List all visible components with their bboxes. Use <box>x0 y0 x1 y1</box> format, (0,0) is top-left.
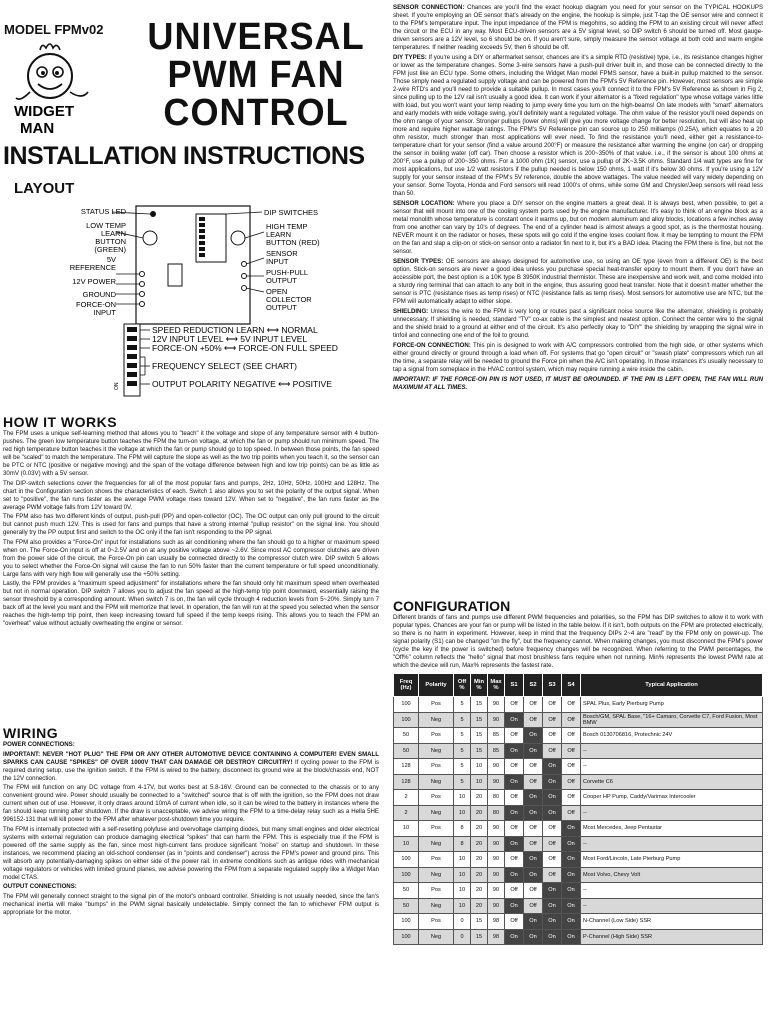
table-cell: Off <box>562 697 581 713</box>
title-line-2: PWM FAN <box>167 54 345 96</box>
on-label: ON <box>114 382 120 390</box>
label-force-on: FORCE-ON <box>76 300 116 309</box>
table-cell: On <box>562 898 581 914</box>
table-cell: P-Channel (High Side) SSR <box>581 929 763 945</box>
table-cell: On <box>505 805 524 821</box>
board-layout-diagram <box>0 200 384 412</box>
label-collector: COLLECTOR <box>266 295 312 304</box>
table-cell: 80 <box>488 805 505 821</box>
table-row <box>394 728 763 744</box>
switch-label-input-level: 12V INPUT LEVEL ⟷ 5V INPUT LEVEL <box>152 334 308 344</box>
important-warning: NEVER "HOT PLUG" THE FPM OR ANY OTHER AUTOMOTIVE DEVICE CONTAINING A COMPUTER! EVEN SMALL SPARKS CAN CAUSE "SPIKES" OF OVER 1000V THAT CAN DAMAGE OR DESTROY CIRCUITRY! <box>3 750 380 766</box>
label-learn: LEARN <box>100 229 126 238</box>
table-row <box>394 712 763 728</box>
wiring-para-1: The FPM will function on any DC voltage from 4-17V, but works best at 5.8-16V. Ground can be connected to the chassis or to any convenient ground wire. Power should usually be connected to a "switched" source that is off with the ignition, so the FPM does not draw current when out of use. However, it only draws around 10mA of current when idle, so it can be wired to the battery in instances where the fan should keep running after shutdown. If the draw is unacceptable, we advise wiring the FPM to a time-delay relay such as a Hella 5HE 996152-131 that will kill power to the FPM after whatever post-shutdown time you require. <box>3 784 379 823</box>
switch-label-speed: SPEED REDUCTION LEARN ⟷ NORMAL <box>152 325 318 335</box>
table-cell: 20 <box>471 805 488 821</box>
table-cell: Neg <box>419 774 454 790</box>
table-cell: 20 <box>471 836 488 852</box>
table-row <box>394 836 763 852</box>
col-off: Off % <box>454 674 471 697</box>
table-cell: Off <box>562 712 581 728</box>
label-sensor-input: INPUT <box>266 257 289 266</box>
table-cell: Neg <box>419 743 454 759</box>
col-s3: S3 <box>543 674 562 697</box>
table-cell: Neg <box>419 712 454 728</box>
table-cell: On <box>505 836 524 852</box>
table-cell: 15 <box>471 712 488 728</box>
table-cell: On <box>562 929 581 945</box>
table-cell: Off <box>524 697 543 713</box>
table-header-row <box>394 674 763 697</box>
table-cell: Off <box>562 728 581 744</box>
table-cell: Off <box>505 697 524 713</box>
table-row <box>394 805 763 821</box>
table-cell: 90 <box>488 774 505 790</box>
installation-heading: INSTALLATION INSTRUCTIONS <box>3 142 365 170</box>
table-cell: On <box>543 759 562 775</box>
table-cell: 15 <box>471 728 488 744</box>
how-para-3: The FPM also has two different kinds of output, push-pull (PP) and open-collector (OC). The OC output can only pull ground to the circuit but cannot push much 12V. This is used for fans and pumps that have a strong internal "pullup resistor" on the signal line. You should generally try the PP output first and switch to the OC only if the fan isn't responding to the PP signal. <box>3 513 379 536</box>
table-cell: Off <box>505 852 524 868</box>
table-cell: 128 <box>394 759 419 775</box>
wiring-para-2: The FPM is internally protected with a self-resetting polyfuse and overvoltage clamping diodes, but many small engines and older electrical systems with external regulation can produce damaging electrical "spikes" that can harm the FPM. This is especially true if the FPM is powered off the same supply as the fan, since most high-current fans produce significant "noise" on startup and shutdown. In these instances, we recommend placing an old-school condenser (as in "points and condenser") across the FPM's power and ground pins. This will absorb any potentially-damaging spikes on either side of the power rail. In extreme conditions such as antique rides with mechanical voltage regulators or vehicles with limited ground planes, we advise powering the FPM from a separate regulated supply like a Widget Man model CTAS. <box>3 825 379 881</box>
table-cell: On <box>562 852 581 868</box>
table-cell: Off <box>543 821 562 837</box>
sensor-location-label: SENSOR LOCATION: <box>393 200 455 207</box>
table-cell: 2 <box>394 805 419 821</box>
col-s4: S4 <box>562 674 581 697</box>
table-cell: 85 <box>488 728 505 744</box>
table-cell: 20 <box>471 852 488 868</box>
label-button-red: BUTTON (RED) <box>266 238 320 247</box>
table-cell: 85 <box>488 743 505 759</box>
how-para-1: The FPM uses a unique self-learning method that allows you to "teach" it the voltage and slope of any temperature sensor with 4 button-pushes. The green low temperature button teaches the FPM the turn-on voltage, at which the fan or pump should run minimum speed. The red high temperature button teaches it the voltage at which the fan or pump should go to top speed. In between those points, the fan speed will be "scaled" to match the temperature. The FPM will capture the slope as well as the two trip points when you teach it, so the sensor can be PTC or NTC (positive or negative moving) and the span of the voltage difference between high and low trip points) can be as little as 30mV (0.03V) with a 5V sensor. <box>3 430 379 477</box>
table-cell: Off <box>543 743 562 759</box>
table-cell: -- <box>581 743 763 759</box>
table-cell: On <box>543 774 562 790</box>
table-cell: 100 <box>394 852 419 868</box>
table-cell: 100 <box>394 914 419 930</box>
table-cell: Pos <box>419 759 454 775</box>
wiring-section <box>3 725 379 918</box>
table-cell: On <box>524 929 543 945</box>
table-cell: 100 <box>394 712 419 728</box>
label-high-temp: HIGH TEMP <box>266 222 308 231</box>
table-cell: Neg <box>419 929 454 945</box>
table-cell: -- <box>581 759 763 775</box>
chip <box>168 264 182 286</box>
table-cell: Off <box>562 774 581 790</box>
table-cell: Most Ford/Lincoln, Late Pierburg Pump <box>581 852 763 868</box>
important-tail: If cycling power to the FPM is required during setup, use the ignition switch. If the FPM is wired to the battery, disconnect its ground wire at the block/chassis end, NOT the 12V connection. <box>3 758 379 782</box>
configuration-section <box>393 598 763 945</box>
table-cell: On <box>524 914 543 930</box>
table-cell: 90 <box>488 712 505 728</box>
how-it-works-text <box>3 430 379 628</box>
table-cell: 8 <box>454 836 471 852</box>
table-cell: On <box>562 867 581 883</box>
table-cell: On <box>505 929 524 945</box>
force-on-text: This pin is designed to work with A/C compressors controlled from the high side, or other systems which either ground directly or ground through a load when off. For systems that go "open circuit" or "swash plate" compressors which run all the time, a separate relay will be needed to ground the Force pin when the A/C isn't operating. In those instances it's usually necessary to tap a signal from someplace in the HVAC control system, which may require running a wire inside the cabin. <box>393 342 763 373</box>
table-cell: 5 <box>454 774 471 790</box>
shielding-label: SHIELDING: <box>393 308 429 315</box>
table-cell: Off <box>543 852 562 868</box>
output-connections-label: OUTPUT CONNECTIONS: <box>3 883 77 890</box>
table-row <box>394 759 763 775</box>
low-temp-button <box>143 231 157 245</box>
label-status-led: STATUS LED <box>80 207 126 216</box>
label-open: OPEN <box>266 287 288 296</box>
table-cell: Off <box>524 821 543 837</box>
table-cell: Off <box>562 759 581 775</box>
table-cell: Off <box>524 898 543 914</box>
table-cell: Neg <box>419 898 454 914</box>
switch-label-force-on: FORCE-ON +50% ⟷ FORCE-ON FULL SPEED <box>152 343 338 353</box>
table-cell: 50 <box>394 883 419 899</box>
table-cell: On <box>524 728 543 744</box>
table-cell: On <box>524 805 543 821</box>
table-cell: Off <box>543 836 562 852</box>
table-cell: On <box>543 805 562 821</box>
table-cell: 10 <box>471 759 488 775</box>
layout-heading: LAYOUT <box>14 180 75 197</box>
table-cell: Off <box>505 790 524 806</box>
table-cell: 0 <box>454 929 471 945</box>
table-cell: 90 <box>488 867 505 883</box>
table-cell: Pos <box>419 883 454 899</box>
table-row <box>394 898 763 914</box>
label-reference: REFERENCE <box>69 263 116 272</box>
table-cell: 5 <box>454 697 471 713</box>
table-cell: 15 <box>471 743 488 759</box>
label-12v-power: 12V POWER <box>72 277 116 286</box>
label-push-pull: PUSH-PULL <box>266 268 309 277</box>
how-para-2: The DIP-switch selections cover the frequencies for all of the most popular fans and pumps, 2Hz, 10Hz, 50Hz, 100Hz and 128Hz. The chart in the Configuration section shows the characteristics of each. Switch 1 also allows you to set the polarity of the output signal. When set to "positive", the fan runs faster as the average PWM voltage rises toward 12V. When set to "negative", the fan runs faster as the average PWM voltage falls from 12V toward 0V. <box>3 479 379 511</box>
label-output-2: OUTPUT <box>266 303 297 312</box>
table-cell: Off <box>543 728 562 744</box>
table-cell: 90 <box>488 836 505 852</box>
table-row <box>394 774 763 790</box>
how-it-works-section <box>3 414 379 630</box>
table-cell: 50 <box>394 728 419 744</box>
table-body <box>394 697 763 945</box>
table-row <box>394 867 763 883</box>
table-cell: 15 <box>471 914 488 930</box>
table-cell: Off <box>524 712 543 728</box>
table-cell: On <box>543 790 562 806</box>
table-cell: 90 <box>488 821 505 837</box>
table-cell: On <box>562 883 581 899</box>
table-cell: 0 <box>454 914 471 930</box>
switch-label-frequency: FREQUENCY SELECT (SEE CHART) <box>152 361 298 371</box>
table-cell: On <box>543 898 562 914</box>
table-cell: 90 <box>488 883 505 899</box>
diy-types-label: DIY TYPES: <box>393 54 427 61</box>
table-cell: 20 <box>471 821 488 837</box>
table-cell: Neg <box>419 836 454 852</box>
table-cell: -- <box>581 836 763 852</box>
switch-label-polarity: OUTPUT POLARITY NEGATIVE ⟷ POSITIVE <box>152 379 332 389</box>
how-para-5: Lastly, the FPM provides a "maximum speed adjustment" for installations where the fan should only hit maximum speed when overheated but not in normal operation. DIP switch 7 allows you to adjust the fan speed at the high-temp trip point downward, essentially raising the sensor threshold by a corresponding amount. When switch 7 is on, the fan will cycle through 4 reduction levels from 5~20%. Simply turn 7 back off at the level you want and the FPM will memorize that level. In operation, the fan will run at the speed you selected when the sensor reaches the high-temp trip point, then keep increasing toward full speed if the temp keeps rising. This allows you to teach the FPM an "overheat" value without actually overheating the engine or sensor. <box>3 580 379 627</box>
table-cell: Off <box>562 790 581 806</box>
label-input: INPUT <box>93 308 116 317</box>
table-cell: Off <box>505 821 524 837</box>
table-cell: 10 <box>394 836 419 852</box>
label-output: OUTPUT <box>266 276 297 285</box>
table-row <box>394 743 763 759</box>
table-cell: Pos <box>419 790 454 806</box>
table-cell: 15 <box>471 697 488 713</box>
table-row <box>394 914 763 930</box>
sensor-connection-label: SENSOR CONNECTION: <box>393 4 465 11</box>
table-cell: 5 <box>454 759 471 775</box>
table-cell: On <box>543 929 562 945</box>
table-cell: Pos <box>419 697 454 713</box>
sensor-types-label: SENSOR TYPES: <box>393 258 444 265</box>
table-cell: 98 <box>488 914 505 930</box>
title-line-3: CONTROL <box>163 92 349 134</box>
table-cell: On <box>524 867 543 883</box>
table-cell: 100 <box>394 867 419 883</box>
table-cell: -- <box>581 805 763 821</box>
table-cell: 5 <box>454 728 471 744</box>
table-cell: Off <box>505 728 524 744</box>
table-cell: -- <box>581 898 763 914</box>
table-cell: 20 <box>471 883 488 899</box>
table-cell: 20 <box>471 790 488 806</box>
col-s2: S2 <box>524 674 543 697</box>
table-cell: Off <box>562 805 581 821</box>
table-cell: On <box>524 790 543 806</box>
table-cell: Off <box>543 712 562 728</box>
table-cell: On <box>524 852 543 868</box>
table-cell: Off <box>524 836 543 852</box>
table-cell: 10 <box>394 821 419 837</box>
label-button: BUTTON <box>95 237 126 246</box>
table-row <box>394 929 763 945</box>
table-cell: Off <box>524 759 543 775</box>
label-green: (GREEN) <box>94 245 126 254</box>
table-row <box>394 852 763 868</box>
table-cell: Pos <box>419 821 454 837</box>
label-dip-switches: DIP SWITCHES <box>264 208 319 217</box>
table-cell: Cooper HP Pump, Caddy/Varimax Intercooler <box>581 790 763 806</box>
col-s1: S1 <box>505 674 524 697</box>
table-cell: 100 <box>394 697 419 713</box>
table-cell: 10 <box>454 852 471 868</box>
table-cell: Off <box>505 914 524 930</box>
table-cell: 100 <box>394 929 419 945</box>
table-cell: SPAL Plus, Early Pierburg Pump <box>581 697 763 713</box>
widget-man-logo <box>10 42 120 137</box>
table-cell: 10 <box>471 774 488 790</box>
table-cell: 50 <box>394 898 419 914</box>
table-row <box>394 883 763 899</box>
table-cell: 8 <box>454 821 471 837</box>
sensor-connection-text: Chances are you'll find the exact hookup diagram you need for your sensor on the TYPICAL HOOKUPS sheet. If you're employing an OE sensor that's already on the engine, the hookup is simple, just T-tap the OE sensor wire and connect it to the FPM's temperature input. The input impedance of the FPM is megohms, so adding the FPM to an existing circuit will never affect the circuit or the ECU in any way. Most ECU-driven sensors are a 5V signal level, so DIP switch 6 should be turned off. Most gauge-driven sensors are a 12V level, so 6 should be on. If you aren't sure, simply measure the sensor voltage at both cold and warm engine temperatures. If neither reading exceeds 5V, then 6 should be off. <box>393 4 764 51</box>
table-cell: Off <box>505 883 524 899</box>
label-low-temp: LOW TEMP <box>86 221 126 230</box>
output-connections-text: The FPM will generally connect straight to the signal pin of the motor's onboard controller. Shielding is not usually needed, since the fan's mechanical inertia will make "bumps" in the PWM signal basically undetectable. Simply connect the fan to whichever FPM output is appropriate for the motor. <box>3 892 379 916</box>
table-cell: N-Channel (Low Side) SSR <box>581 914 763 930</box>
table-cell: Off <box>543 697 562 713</box>
table-cell: Most Volvo, Chevy Volt <box>581 867 763 883</box>
table-cell: 10 <box>454 867 471 883</box>
table-cell: On <box>562 914 581 930</box>
how-it-works-heading: HOW IT WORKS <box>3 414 118 430</box>
circuit-board <box>136 206 250 324</box>
table-cell: Off <box>505 759 524 775</box>
sensor-location-text: Where you place a DIY sensor on the engine matters a great deal. It is always best, when possible, to get a sensor that will mount into one of the cooling system ports used by the engine manufacturer. It's easy to think of an engine block as a metal monolith whose temperature is constant once it warms up, but on modern aluminum and alloy blocks, locations a few inches away from one another can vary by 10's of degrees. The end of a cylinder head is almost always a good spot, as is the thermostat housing. NEVER mount it on the radiator or hoses, these spots will go cold if the engine loses coolant flow. It may be tempting to mount the FPM on the fan and slap a clip-on or stick-on sensor onto a radiator fin next to it, but it's a BAD idea. Placing the FPM there is fine, but not the sensor. <box>393 200 763 255</box>
wiring-heading: WIRING <box>3 725 59 741</box>
table-cell: On <box>505 774 524 790</box>
important-label: IMPORTANT: <box>3 750 41 758</box>
table-cell: On <box>562 821 581 837</box>
table-row <box>394 697 763 713</box>
sensor-text <box>393 4 763 394</box>
table-cell: 10 <box>454 805 471 821</box>
table-cell: On <box>562 836 581 852</box>
logo-text-1: WIDGET <box>14 103 74 120</box>
label-ground: GROUND <box>82 290 116 299</box>
shielding-text: Unless the wire to the FPM is very long or routes past a significant noise source like the alternator, shielding is probably unnecessary. If shielding is needed, standard "TV" co-ax cable is the simplest and neatest option. Connect the center wire to the signal and the shield braid to a ground at either end of the circuit. It's also perfectly okay to "DIY" the shielding by wrapping the signal wire in tinfoil and connecting one end of the foil to ground. <box>393 308 764 339</box>
power-connections-label: POWER CONNECTIONS: <box>3 741 75 748</box>
force-on-important: IMPORTANT: IF THE FORCE-ON PIN IS NOT USED, IT MUST BE GROUNDED. IF THE PIN IS LEFT OPEN, THE FAN WILL RUN MAXIMUM AT ALL TIMES. <box>393 376 763 391</box>
table-cell: On <box>505 743 524 759</box>
col-freq: Freq (Hz) <box>394 674 419 697</box>
sensor-types-text: OE sensors are always designed for automotive use, so using an OE type (even from a different OE) is the best option. Stick-on sensors are never a good idea unless you purchase special heat-transfer epoxy to mount them. If you don't have an accessible port, the best option is a 10K type B 3950K industrial thermistor. These are inexpensive and work well, and come molded into a sturdy ring terminal that can attach to any bolt in the engine, thus assuring good heat transfer. Note that it doesn't matter whether the sensor is PTC (resistance rises as temp rises) or NTC (resistance falls as temp rises). Most sensors for automotive use are NTC, but the FPM will automatically adapt to either slope. <box>393 258 763 305</box>
label-5v: 5V <box>106 255 116 264</box>
table-cell: 5 <box>454 712 471 728</box>
table-cell: Most Mercedes, Jeep Pentastar <box>581 821 763 837</box>
page-title <box>137 18 375 132</box>
configuration-heading: CONFIGURATION <box>393 598 511 614</box>
table-cell: On <box>543 914 562 930</box>
how-para-4: The FPM also provides a "Force-On" input for installations such as air conditioning where the fan should go to a higher or maximum speed when on. The Force-On input is off at 0~2.5V and on at any positive voltage above ~2.6V. Since most AC compressor clutches are driven from the power side of the circuit, the Force-On pin can usually be connected directly to the compressor clutch wire. DIP switch 5 allows you to select whether the Force-On signal will cause the fan to run 50% faster than the current temperature or full speed unconditionally. Large fans with very high flow will generally use the +50% setting. <box>3 538 379 578</box>
table-cell: 20 <box>471 867 488 883</box>
table-cell: 15 <box>471 929 488 945</box>
high-temp-button <box>231 231 245 245</box>
table-cell: On <box>505 898 524 914</box>
table-cell: Corvette C6 <box>581 774 763 790</box>
col-max: Max % <box>488 674 505 697</box>
table-cell: 90 <box>488 759 505 775</box>
table-cell: 98 <box>488 929 505 945</box>
table-cell: 10 <box>454 790 471 806</box>
table-cell: 5 <box>454 743 471 759</box>
table-cell: 10 <box>454 898 471 914</box>
table-row <box>394 821 763 837</box>
table-cell: 10 <box>454 883 471 899</box>
table-cell: Neg <box>419 805 454 821</box>
table-cell: Bosch 0130706816, Protechnic 24V <box>581 728 763 744</box>
table-cell: 90 <box>488 697 505 713</box>
col-polarity: Polarity <box>419 674 454 697</box>
force-on-label: FORCE-ON CONNECTION: <box>393 342 471 349</box>
table-cell: Off <box>543 867 562 883</box>
table-cell: Pos <box>419 728 454 744</box>
table-cell: Pos <box>419 852 454 868</box>
col-application: Typical Application <box>581 674 763 697</box>
table-cell: 20 <box>471 898 488 914</box>
title-line-1: UNIVERSAL <box>147 16 365 58</box>
diy-types-text: If you're using a DIY or aftermarket sensor, chances are it's a simple RTD (resistive) type, i.e., its resistance changes higher or lower as the temperature changes. Some 3-wire sensors have a push-pull driver built in, and those can be connected directly to the FPM just like an ECU type. Some others, including the Widget Man model FPMS sensor, have a built-in pullup matched to the sensor. Those simply need a regulated supply voltage and can be powered from the FPM's 5V Reference pin. However, most sensors are simple 2-wire RTD's and you'll need to provide a suitable pullup. In most cases you'll connect it to the FPM's 5V Reference as shown in Fig 2, since pulling up to the 12V rail isn't usually a good idea. It can work if your alternator is a "fixed regulation" type whose voltage varies little with load, but you won't want your temp reading to jump every time you turn on the high-beams! On late models with "smart" alternators and early models with wide voltage swing, you'll definitely want a regulated voltage. The ohm value of the resistor you'll need depends on the ohm range of your sensor. Stronger pullups (lower ohms) will give you more voltage change for better resolution, but will also heat up more and require higher wattage ratings. The FPM's 5V Reference pin can source up to 250 milliamps (0.25A), which equates to a 20 ohm resistor, much stronger than most applications will ever need. To find the resistance you'll need, either get a resistance-to-temperature chart for your sensor (find a value around 200°F) or measure the resistance after warming the engine (on car) or dropping the sensor in boiling water (off car). Then choose a resistor which is 200~350% of that value. i.e., if the sensor is about 100 ohms at 200°F, use a pullup of 200~350 ohms. For a 1000 ohm (1K) sensor, use a pullup of 2K~3.5K ohms. Standard 1/4 watt types are fine for most applications, but use 1/2 watt resistors if the pullup needed is below 150 ohms, 1 watt if it's below 30 ohms. If you're using a 12V supply for your sensor instead of the FPM's 5V reference, double the above wattages. The value needed will vary widely depending on your sensor. Some Toyota, Honda and Ford sensors will read 1000's of ohms, while some GM and Chrysler/Jeep sensors will read less than 50. <box>393 54 763 197</box>
col-min: Min % <box>471 674 488 697</box>
table-row <box>394 790 763 806</box>
table-cell: Off <box>562 743 581 759</box>
table-cell: Off <box>524 883 543 899</box>
label-sensor: SENSOR <box>266 249 298 258</box>
configuration-table <box>393 673 763 945</box>
logo-text-2: MAN <box>20 120 55 137</box>
table-cell: 2 <box>394 790 419 806</box>
table-cell: On <box>505 712 524 728</box>
table-cell: Pos <box>419 914 454 930</box>
right-column <box>393 0 763 1024</box>
table-cell: 128 <box>394 774 419 790</box>
table-cell: Neg <box>419 867 454 883</box>
wiring-text <box>3 741 379 917</box>
configuration-text: Different brands of fans and pumps use different PWM frequencies and polarities, so the FPM has DIP switches to allow it to work with popular types. Chances are your fan or pump will be listed in the table below. If it isn't, both outputs on the FPM are protected electrically, so there is no harm in experiment. However, keep in mind that the frequency DIPs 2~4 are "read" by the FPM only on power-up. The signal polarity (S1) can be changed "on the fly", but the frequency cannot. When making changes, you must disconnect the FPM's power (cycle the key if the power is switched) before frequency changes will be recognized. When referring to the PWM percentages, the "Off%" column reflects the "hello" signal that most brushless fans require when not running. Min% represents the lowest PWM rate at which the device will run, Max% represents the fastest rate. <box>393 614 763 669</box>
table-cell: On <box>505 867 524 883</box>
table-cell: On <box>524 743 543 759</box>
model-label: MODEL FPMv02 <box>4 22 104 37</box>
table-cell: Off <box>524 774 543 790</box>
table-cell: 90 <box>488 852 505 868</box>
table-cell: 80 <box>488 790 505 806</box>
status-led <box>150 211 156 217</box>
table-cell: -- <box>581 883 763 899</box>
table-cell: 50 <box>394 743 419 759</box>
label-learn-2: LEARN <box>266 230 292 239</box>
table-cell: On <box>543 883 562 899</box>
table-cell: Bosch/GM, SPAL Base, "16+ Camaro, Corvette C7, Ford Fusion, Most BMW <box>581 712 763 728</box>
table-cell: 90 <box>488 898 505 914</box>
